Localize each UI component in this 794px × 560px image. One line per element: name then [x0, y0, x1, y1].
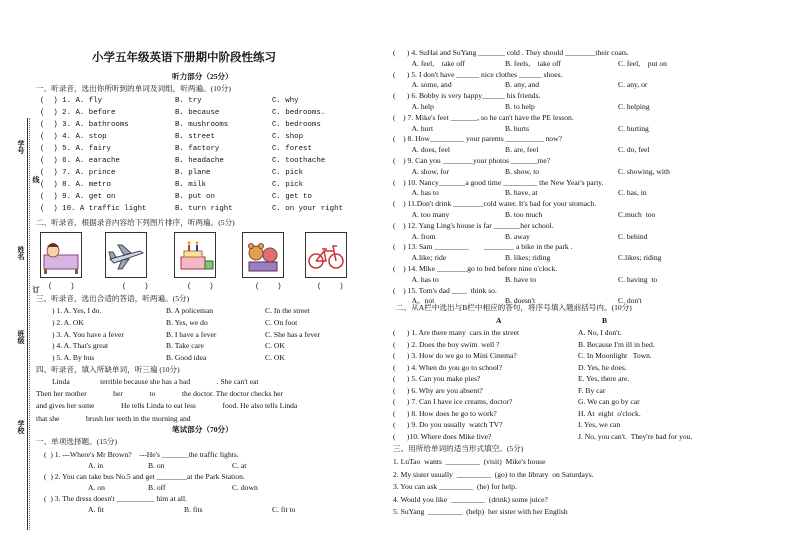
question-3-option-c: C. fit to — [272, 505, 296, 514]
choice-option-a: A。not — [393, 296, 435, 306]
binding-dotted-line — [29, 118, 30, 530]
choice-option-b: B. doesn't — [505, 296, 536, 306]
fill-in-item: 5. SuYang _________ (help) her sister with her English — [393, 507, 568, 516]
choice-question: ( ) 8. How_________ your parents __________ now? — [393, 134, 562, 144]
listening-1-item: ( ) 6. A. earache — [40, 157, 120, 165]
listening-1-option-c: C. pick — [272, 169, 304, 177]
picture-airplane — [105, 232, 147, 278]
listening-1-option-b: B. milk — [175, 181, 207, 189]
matching-question: ( ) 1. Are there many cars in the street — [393, 328, 520, 337]
picture-bracket-5: ( ) — [317, 283, 344, 291]
choice-question: ( ) 9. Can you ________your photos _______me? — [393, 156, 551, 165]
choice-option-b: B. show, to — [505, 166, 540, 176]
listening-1-option-c: C. bedrooms. — [272, 109, 326, 117]
fill-in-instruction: 三、用所给单词的适当形式填空。(5分) — [393, 444, 524, 453]
matching-question: ( ) 4. When do you go to school? — [393, 362, 503, 372]
question-2-option-b: B. off — [148, 483, 166, 492]
choice-question: ( ) 7. Mike's feet _______, so he can't have the PE lesson. — [393, 112, 574, 122]
picture-bracket-4: ( ) — [255, 283, 282, 291]
choice-option-b: B. are, feel — [505, 145, 539, 155]
matching-answer: D. Yes, he does. — [578, 362, 627, 372]
choice-option-b: B. hurts — [505, 123, 530, 133]
side-label-class: 班级 — [17, 330, 25, 344]
listening-1-option-b: B. put on — [175, 193, 215, 201]
choice-question: ( ) 10. Nancy_______a good time _________ the New Year's party. — [393, 177, 604, 187]
choice-option-c: C. feel, put on — [618, 58, 667, 68]
listening-section-2-instruction: 二、听录音，根据录音内容给下列图片排序，听两遍。(5分) — [36, 218, 235, 227]
matching-instruction: 二、从A栏中选出与B栏中相应的答句，将序号填入题前括号内。(10分) — [396, 303, 632, 312]
choice-option-b: B. too much — [505, 210, 543, 219]
matching-answer: A. No, I don't. — [578, 328, 622, 337]
question-3: ( ) 3. The dress doesn't __________ him at all. — [44, 494, 187, 503]
listening-1-item: ( ) 5. A. fairy — [40, 145, 111, 153]
listening-1-option-b: B. plane — [175, 169, 211, 177]
listening-1-option-b: B. try — [175, 97, 202, 105]
listening-1-item: ( ) 7. A. prince — [40, 169, 116, 177]
listening-1-item: ( ) 1. A. fly — [40, 97, 103, 105]
choice-option-a: A. from — [393, 231, 436, 241]
choice-question: ( ) 4. SuHai and SuYang _______ cold . They should ________their coats. — [393, 48, 629, 57]
bicycle-icon — [306, 233, 346, 277]
matching-answer: B. Because I'm ill in bed. — [578, 339, 655, 349]
toys-icon — [243, 233, 283, 277]
picture-birthday-cake — [174, 232, 216, 278]
choice-option-c: C. behind — [618, 231, 648, 241]
listening-3-option-b: B. Yes, we do — [166, 317, 208, 327]
question-2-option-c: C. down — [232, 483, 258, 492]
choice-option-c: C. do, feel — [618, 145, 650, 155]
listening-3-option-b: B. Take care — [166, 341, 204, 351]
choice-question: ( ) 14. Mike ________go to bed before nine o'clock. — [393, 264, 558, 273]
listening-3-item: ) 1. A. Yes, I do. — [52, 306, 102, 315]
listening-1-option-c: C. get to — [272, 193, 312, 201]
choice-option-c: C.likes; riding — [618, 253, 662, 263]
question-2-option-a: A. on — [88, 483, 105, 492]
choice-question: ( ) 13. Sam _________ ________ a bike in the park . — [393, 242, 573, 252]
question-1-option-c: C. at — [232, 461, 247, 470]
listening-3-option-c: C. In the street — [265, 306, 310, 315]
listening-1-option-b: B. mushrooms — [175, 121, 229, 129]
sick-girl-icon — [41, 233, 81, 277]
listening-1-option-c: C. shop — [272, 133, 304, 141]
passage-line: Then her mother her to the doctor. The doctor checks her — [36, 389, 284, 399]
matching-answer: C. In Moonlight Town. — [578, 351, 652, 360]
fill-in-item: 4. Would you like _________ (drink) some juice? — [393, 494, 548, 504]
matching-answer: I. Yes, we can — [578, 420, 621, 429]
picture-bicycle — [305, 232, 347, 278]
side-label-bind: 订 — [32, 286, 40, 293]
listening-3-item: ) 3. A. You have a fever — [52, 329, 124, 339]
choice-option-c: C. don't — [618, 296, 642, 306]
choice-option-b: B. away — [505, 231, 530, 241]
question-1-option-b: B. on — [148, 461, 165, 470]
airplane-icon — [106, 233, 146, 277]
listening-3-option-c: C. OK — [265, 341, 285, 351]
listening-section-4-instruction: 四、听录音，填入所缺单词，听三遍 (10分) — [36, 365, 180, 374]
choice-option-b: B. to help — [505, 102, 535, 111]
matching-question: ( ) 2. Does the boy swim well ? — [393, 339, 500, 349]
listening-1-option-c: C. forest — [272, 145, 312, 153]
choice-option-a: A. has to — [393, 274, 439, 284]
choice-option-a: A.like; ride — [393, 253, 447, 263]
listening-header: 听力部分（25分） — [172, 72, 233, 81]
cake-icon — [175, 233, 215, 277]
listening-3-option-c: C. OK — [265, 353, 285, 363]
matching-answer: G. We can go by car — [578, 397, 640, 406]
listening-3-option-c: C. She has a fever — [265, 329, 321, 339]
choice-option-a: A. has to — [393, 188, 439, 198]
listening-1-option-c: C. toothache — [272, 157, 326, 165]
choice-question: ( ) 5. I don't have ______ nice clothes ______ shoes. — [393, 69, 563, 79]
listening-3-item: ) 5. A. By bus — [52, 353, 95, 363]
picture-bracket-1: ( ) — [48, 283, 75, 291]
listening-1-option-c: C. on your right — [272, 205, 343, 213]
matching-question: ( ) 9. Do you usually watch TV? — [393, 420, 503, 429]
choice-option-b: B. have, at — [505, 188, 538, 198]
matching-column-b-label: B — [602, 316, 608, 325]
matching-column-a-label: A — [496, 316, 502, 325]
choice-question: ( ) 11.Don't drink ________cold water. It's bad for your stomach. — [393, 199, 597, 209]
matching-question: ( ) 7. Can I have ice creams, doctor? — [393, 397, 513, 406]
listening-1-option-c: C. bedrooms — [272, 121, 321, 129]
side-label-school: 学校 — [17, 420, 25, 434]
binding-line — [27, 118, 28, 530]
listening-3-item: ) 4. A. That's great — [52, 341, 109, 351]
choice-option-a: A. feel, take off — [393, 58, 465, 68]
choice-option-a: A. help — [393, 102, 434, 111]
choice-option-c: C.much too — [618, 210, 656, 219]
choice-option-a: A. hurt — [393, 123, 434, 133]
matching-question: ( ) 3. How do we go to Mini Cinema? — [393, 351, 517, 360]
question-3-option-a: A. fit — [88, 505, 105, 514]
listening-1-item: ( ) 8. A. metro — [40, 181, 111, 189]
listening-3-option-b: B. A policeman — [166, 306, 214, 315]
choice-option-c: C. having to — [618, 274, 658, 284]
matching-answer: J. No, you can't. They're bad for you. — [578, 431, 693, 441]
listening-1-option-b: B. turn right — [175, 205, 233, 213]
passage-line: Linda terrible because she has a bad . She can't eat — [52, 377, 259, 386]
listening-1-item: ( ) 2. A. before — [40, 109, 116, 117]
fill-in-item: 1. LuTao wants _________ (visit) Mike's house — [393, 457, 546, 466]
listening-1-item: ( ) 4. A. stop — [40, 133, 107, 141]
matching-answer: E. Yes, there are. — [578, 374, 630, 383]
matching-question: ( ) 5. Can you make pies? — [393, 374, 481, 383]
matching-question: ( ) 8. How does he go to work? — [393, 408, 497, 418]
listening-3-option-b: B. Good idea — [166, 353, 207, 363]
listening-1-option-b: B. because — [175, 109, 220, 117]
picture-girl-in-bed — [40, 232, 82, 278]
choice-option-b: B. have to — [505, 274, 537, 284]
fill-in-item: 2. My sister usually _________ (go) to the library on Saturdays. — [393, 469, 594, 479]
listening-1-option-b: B. headache — [175, 157, 224, 165]
choice-option-c: C. helping — [618, 102, 650, 111]
choice-question: ( ) 12. Yang Ling's house is far _______her school. — [393, 220, 554, 230]
side-label-line: 线 — [32, 176, 40, 183]
matching-answer: F. By car — [578, 385, 606, 395]
listening-1-option-c: C. pick — [272, 181, 304, 189]
choice-option-b: B. feels, take off — [505, 58, 561, 68]
side-label-name: 姓名 — [17, 246, 25, 260]
question-1-option-a: A. in — [88, 461, 104, 470]
choice-option-c: C. hurting — [618, 123, 649, 133]
choice-option-c: C. has, in — [618, 188, 647, 198]
listening-1-option-b: B. street — [175, 133, 215, 141]
matching-question: ( )10. Where does Mike live? — [393, 431, 492, 441]
passage-line: and gives her some He tells Linda to eat less food. He also tells Linda — [36, 401, 298, 411]
written-section-1-instruction: 一、单项选择题。(15分) — [36, 437, 117, 446]
choice-question: ( ) 15. Tom's dad ____ think so. — [393, 285, 497, 295]
listening-1-item: ( ) 9. A. get on — [40, 193, 116, 201]
listening-section-1-instruction: 一、听录音，选出你所听到的单词及词组，听两遍。(10分) — [36, 84, 231, 93]
question-2: ( ) 2. You can take bus No.5 and get ________at the Park Station. — [44, 472, 245, 481]
listening-1-item: ( ) 3. A. bathrooms — [40, 121, 129, 129]
choice-option-c: C. any, or — [618, 80, 648, 90]
picture-toy-animals — [242, 232, 284, 278]
listening-section-3-instruction: 三、听录音，选出合适的答语，听两遍。(5分) — [36, 294, 190, 303]
listening-3-option-c: C. On foot — [265, 317, 298, 327]
matching-question: ( ) 6. Why are you absent? — [393, 385, 483, 395]
question-1: ( ) 1. ---Where's Mr Brown? ---He's _______the traffic lights. — [44, 450, 239, 459]
listening-1-item: ( ) 10. A traffic light — [40, 205, 147, 213]
choice-option-c: C. showing, with — [618, 166, 670, 176]
written-header: 笔试部分（70分） — [172, 425, 233, 434]
choice-option-a: A. too many — [393, 210, 450, 219]
matching-answer: H. At eight o'clock. — [578, 408, 641, 418]
choice-option-b: B. any, and — [505, 80, 540, 90]
choice-question: ( ) 6. Bobby is very happy______ his friends. — [393, 91, 541, 101]
choice-option-a: A. show, for — [393, 166, 450, 176]
listening-3-item: ) 2. A. OK — [52, 317, 84, 327]
choice-option-b: B. likes; riding — [505, 253, 551, 263]
picture-bracket-2: ( ) — [122, 283, 149, 291]
question-3-option-b: B. fits — [184, 505, 203, 514]
fill-in-item: 3. You can ask _________ (he) for help. — [393, 482, 517, 491]
listening-1-option-c: C. why — [272, 97, 299, 105]
choice-option-a: A. some, and — [393, 80, 452, 90]
picture-bracket-3: ( ) — [187, 283, 214, 291]
page-title: 小学五年级英语下册期中阶段性练习 — [92, 52, 276, 64]
side-label-student-number: 学号 — [17, 140, 25, 154]
listening-3-option-b: B. I have a fever — [166, 329, 217, 339]
choice-option-a: A. does, feel — [393, 145, 450, 155]
listening-1-option-b: B. factory — [175, 145, 220, 153]
passage-line: that she brush her teeth in the morning and — [36, 413, 191, 423]
